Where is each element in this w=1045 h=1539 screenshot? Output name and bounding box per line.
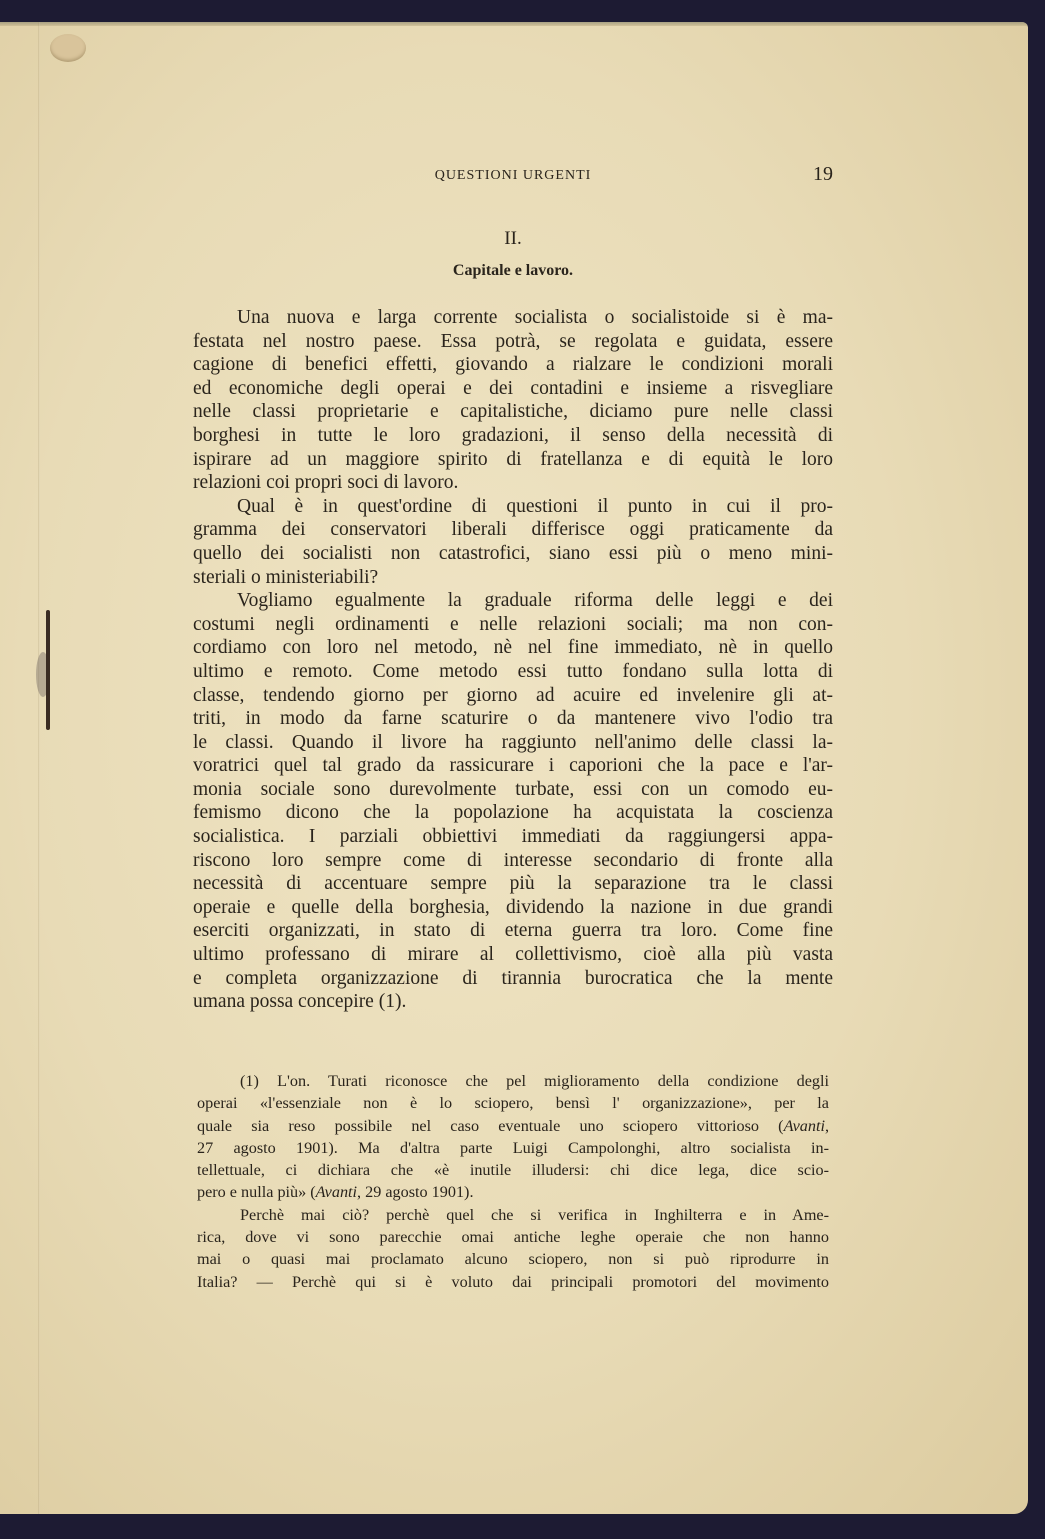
body-line: steriali o ministeriabili? (193, 566, 379, 588)
footnote-line (197, 1181, 829, 1203)
running-head (193, 163, 833, 193)
footnote-text: mai o quasi mai proclamato alcuno sciopero, non si può riprodurre in (197, 1250, 829, 1269)
footnote-text: rica, dove vi sono parecchie omai antiche leghe operaie che non hanno (197, 1228, 829, 1247)
body-text (193, 306, 833, 1014)
body-line: relazioni coi propri soci di lavoro. (193, 472, 459, 494)
footnote-text: Perchè mai ciò? perchè quel che si verifica in Inghilterra e in Ame- (240, 1205, 829, 1224)
footnote-text: 27 agosto 1901). Ma d'altra parte Luigi Campolonghi, altro socialista in- (197, 1138, 829, 1157)
footnote-line (197, 1226, 829, 1248)
body-line: ultimo e remoto. Come metodo essi tutto fondano sulla lotta di (193, 660, 833, 682)
running-head-title: QUESTIONI URGENTI (434, 168, 592, 183)
footnote-text: tellettuale, ci dichiara che «è inutile illudersi: chi dice lega, dice scio- (197, 1161, 829, 1180)
page-top-edge (0, 22, 1028, 26)
page-fold-crease (38, 22, 40, 1514)
body-line: le classi. Quando il livore ha raggiunto nell'animo delle classi la- (193, 731, 833, 753)
binding-thread-mark (46, 610, 50, 730)
body-line: ed economiche degli operai e dei contadini e insieme a risvegliare (193, 377, 833, 399)
body-line: Una nuova e larga corrente socialista o socialistoide si è ma- (237, 307, 833, 328)
body-line: eserciti organizzati, in stato di eterna guerra tra loro. Come fine (193, 920, 833, 942)
page-number: 19 (813, 163, 833, 185)
footnotes (197, 1070, 829, 1293)
section-title: Capitale e lavoro. (452, 262, 574, 279)
body-line: cagione di benefici effetti, giovando a rialzare le condizioni morali (193, 354, 833, 376)
body-line: operaie e quelle della borghesia, dividendo la nazione in due grandi (193, 896, 833, 918)
body-line: Qual è in quest'ordine di questioni il punto in cui il pro- (237, 495, 833, 517)
footnote-text: (1) L'on. Turati riconosce che pel miglioramento della condizione degli (240, 1072, 829, 1090)
footnote-line (197, 1204, 829, 1226)
body-line: triti, in modo da farne scaturire o da mantenere vivo l'odio tra (193, 708, 833, 730)
body-line: monia sociale sono durevolmente turbate, essi con un comodo eu- (193, 778, 833, 800)
footnote-line (197, 1137, 829, 1159)
footnote-italic-text: Avanti (783, 1116, 825, 1135)
body-line: borghesi in tutte le loro gradazioni, il senso della necessità di (193, 424, 833, 446)
body-line: necessità di accentuare sempre più la separazione tra le classi (193, 873, 833, 895)
body-line: cordiamo con loro nel metodo, nè nel fine immediato, nè in quello (193, 637, 833, 659)
footnote-line (197, 1070, 829, 1092)
body-line: ispirare ad un maggiore spirito di fratellanza e di equità le loro (193, 448, 833, 470)
footnote-text: quale sia reso possibile nel caso eventuale uno sciopero vittorioso ( (197, 1116, 784, 1135)
body-line: nelle classi proprietarie e capitalistiche, diciamo pure nelle classi (193, 401, 833, 423)
footnote-line (197, 1092, 829, 1114)
body-line: femismo dicono che la popolazione ha acquistata la coscienza (193, 802, 833, 824)
body-line: gramma dei conservatori liberali differisce oggi praticamente da (193, 519, 833, 541)
footnote-text: pero e nulla più» ( (197, 1183, 316, 1202)
body-line: riscono loro sempre come di interesse secondario di fronte alla (193, 849, 833, 871)
footnote-text: , 29 agosto 1901). (357, 1183, 474, 1202)
body-line: socialistica. I parziali obbiettivi immediati da raggiungersi appa- (193, 826, 833, 848)
section-number: II. (504, 228, 522, 249)
body-line: classe, tendendo giorno per giorno ad acuire ed invelenire gli at- (193, 684, 833, 706)
footnote-text: operai «l'essenziale non è lo sciopero, bensì l' organizzazione», per la (197, 1094, 829, 1113)
body-line: costumi negli ordinamenti e nelle relazioni sociali; ma non con- (193, 613, 833, 635)
footnote-line (197, 1115, 829, 1137)
footnote-line (197, 1159, 829, 1181)
body-line: e completa organizzazione di tirannia burocratica che la mente (193, 967, 833, 989)
body-line: voratrici quel tal grado da rassicurare i caporioni che la pace e l'ar- (193, 755, 833, 777)
footnote-italic-text: Avanti (315, 1183, 358, 1202)
body-line: umana possa concepire (1). (193, 991, 407, 1013)
body-line: festata nel nostro paese. Essa potrà, se regolata e guidata, essere (193, 330, 833, 352)
footnote-line (197, 1271, 829, 1293)
body-line: ultimo professano di mirare al collettivismo, cioè alla più vasta (193, 944, 833, 966)
body-line: quello dei socialisti non catastrofici, siano essi più o meno mini- (193, 542, 833, 564)
footnote-line (197, 1248, 829, 1270)
paper-tear (50, 34, 86, 62)
body-line: Vogliamo egualmente la graduale riforma delle leggi e dei (237, 590, 833, 612)
footnote-text: Italia? — Perchè qui si è voluto dai principali promotori del movimento (197, 1272, 829, 1291)
footnote-text: , (824, 1116, 829, 1135)
